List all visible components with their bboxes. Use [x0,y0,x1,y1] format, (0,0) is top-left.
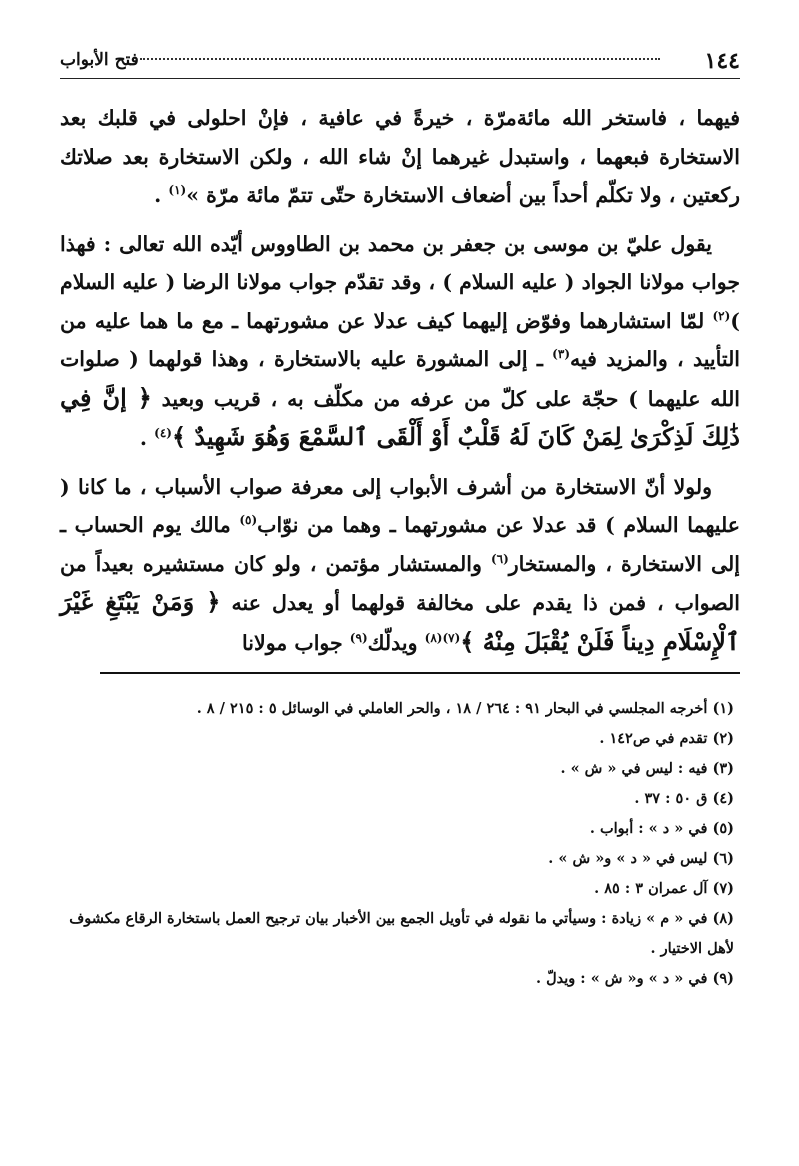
body-text [60,99,740,662]
page-header [60,40,740,79]
footnote-ref: (٢) [712,308,731,323]
paragraph-tail: جواب مولانا [242,630,350,655]
footnote: (٣) فيه : ليس في « ش » . [560,760,734,777]
page [60,40,740,994]
paragraph-text: فيهما ، فاستخر الله مائةمرّة ، خيرةً في عافية ، فإنْ احلولى في قلبك بعد الاستخارة فبعهما ، واستبدل غيرهما إنْ شاء الله ، ولكن الاستخارة بعد صلاتك ركعتين ، ولا تكلّم أحداً بين أضعاف الاستخارة حتّى تتمّ مائة مرّة » [60,106,740,207]
footnote-ref: (٩) [349,630,368,645]
footnote: (٢) تقدم في ص١٤٢ . [599,730,734,747]
footnote: (٨) في « م » زيادة : وسيأتي ما نقوله في تأويل الجمع بين الأخبار بيان ترجيح العمل باستخارة الرقاع مكشوف لأهل الاختيار . [69,910,734,957]
footnote: (٦) ليس في « د » و« ش » . [548,850,734,867]
running-title: فتح الأبواب [60,50,139,70]
footnote-ref: (٥) [239,513,258,528]
paragraph-tail: . [139,426,155,450]
paragraph-tail: . [154,183,169,207]
paragraph-3 [60,468,740,663]
footnote-separator [100,672,740,674]
page-number: ١٤٤ [704,48,740,74]
footnote-ref: (٧)(٨) [424,630,461,645]
footnotes [60,694,740,994]
footnote: (٥) في « د » : أبواب . [589,820,734,837]
paragraph-1 [60,99,740,215]
paragraph-text: لمّا استشارهما وفوّض إليهما كيف عدلا عن مشورتهما ـ مع ما هما عليه من التأييد ، والمزيد فيه [60,308,741,371]
footnote: (٧) آل عمران ٣ : ٨٥ . [594,880,734,897]
paragraph-text: يقول عليّ بن موسى بن جعفر بن محمد بن الطاووس أيّده الله تعالى : فهذا جواب مولانا الجواد ( عليه السلام ) ، وقد تقدّم جواب مولانا الرضا ( عليه السلام ) [60,231,740,333]
footnote: (٩) في « د » و« ش » : ويدلّ . [535,970,734,987]
paragraph-text: والمستشار مؤتمن ، ولو كان مستشيره بعيداً من الصواب ، فمن ذا يقدم على مخالفة قولهما أو يعدل عنه [60,551,740,615]
quran-verse: ﴿ وَمَنْ يَبْتَغِ غَيْرَ ٱلْإِسْلَامِ دِيناً فَلَنْ يُقْبَلَ مِنْهُ ﴾ [60,587,740,656]
paragraph-text: ـ إلى المشورة عليه بالاستخارة ، وهذا قولهما ( صلوات الله عليهما ) حجّة على كلّ من عرفه من مكلّف به ، قريب وبعيد [60,347,741,411]
footnote-ref: (٦) [490,551,509,566]
footnote: (١) أخرجه المجلسي في البحار ٩١ : ٢٦٤ / ١٨ ، والحر العاملي في الوسائل ٥ : ٢١٥ / ٨ . [196,700,734,717]
paragraph-text: ويدلّك [367,630,425,655]
footnote-ref: (٣) [552,347,570,362]
paragraph-2 [60,225,740,458]
quran-verse: ﴿ إنَّ فِي ذَٰلِكَ لَذِكْرَىٰ لِمَنْ كَانَ لَهُ قَلْبٌ أَوْ أَلْقَى ٱلسَّمْعَ وَهُوَ شَهِيدٌ ﴾ [60,382,740,451]
leader-dots [140,58,660,60]
footnote: (٤) ق ٥٠ : ٣٧ . [634,790,734,807]
footnote-ref: (١) [168,183,187,198]
paragraph-text: ولولا أنّ الاستخارة من أشرف الأبواب إلى معرفة صواب الأسباب ، ما كانا ( عليهما السلام ) قد عدلا عن مشورتهما ـ وهما من نوّاب [60,474,740,537]
footnote-ref: (٤) [154,426,172,441]
paragraph-text: مالك يوم الحساب ـ إلى الاستخارة ، والمستخار [60,513,740,576]
